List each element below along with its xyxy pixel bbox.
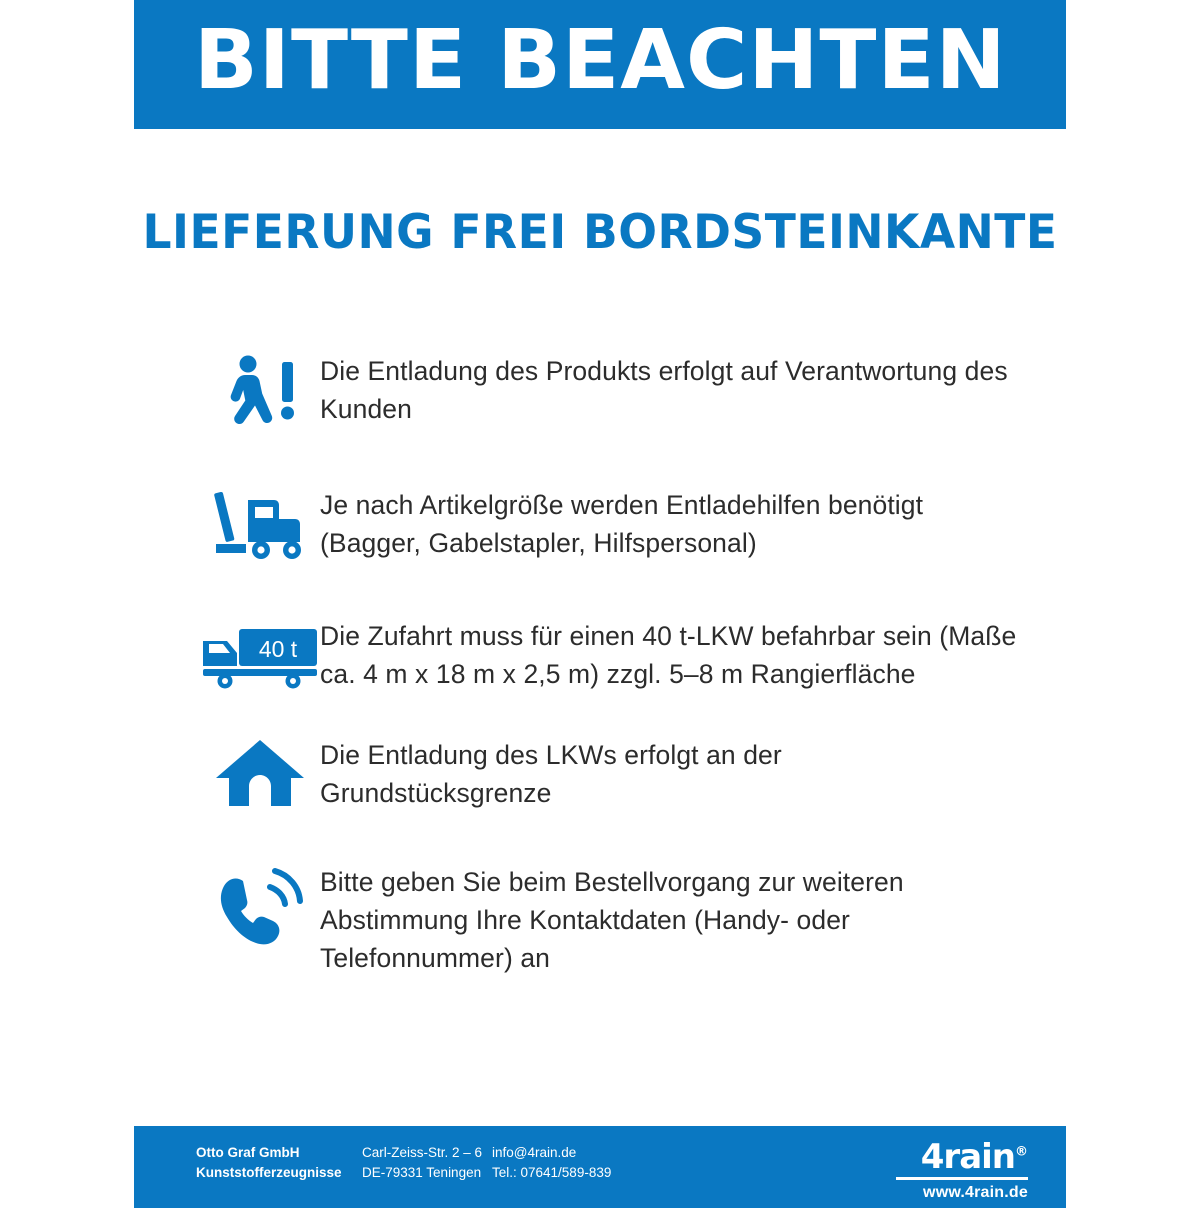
list-item-text: Die Zufahrt muss für einen 40 t-LKW befahrbar sein (Maße ca. 4 m x 18 m x 2,5 m) zzgl. 5–8 m Rangierfläche xyxy=(320,620,1017,690)
footer-company-line2: Kunststofferzeugnisse xyxy=(196,1164,342,1180)
list-item xyxy=(200,734,1020,813)
page-title: BITTE BEACHTEN xyxy=(193,12,1007,108)
house-icon xyxy=(200,734,320,808)
truck-40t-icon xyxy=(200,615,320,689)
footer-email[interactable]: info@4rain.de xyxy=(492,1145,577,1160)
list-item-text: Die Entladung des LKWs erfolgt an der Grundstücksgrenze xyxy=(320,739,782,809)
logo-number: 4 xyxy=(920,1137,944,1177)
footer-company-line1: Otto Graf GmbH xyxy=(196,1145,300,1160)
footer-company xyxy=(196,1143,342,1182)
list-item-text: Je nach Artikelgröße werden Entladehilfen benötigt (Bagger, Gabelstapler, Hilfspersonal) xyxy=(320,490,924,559)
list-item xyxy=(200,861,1020,978)
phone-call-icon xyxy=(200,861,320,947)
subtitle: LIEFERUNG FREI BORDSTEINKANTE xyxy=(142,205,1058,260)
footer-contact xyxy=(492,1143,611,1182)
list-item xyxy=(200,350,1020,432)
footer-bar xyxy=(134,1126,1066,1208)
list-item-text: Bitte geben Sie beim Bestellvorgang zur weiteren Abstimmung Ihre Kontaktdaten (Handy- oder Telefonnummer) an xyxy=(320,866,904,974)
footer-address-line1: Carl-Zeiss-Str. 2 – 6 xyxy=(362,1145,483,1160)
forklift-icon xyxy=(200,484,320,562)
footer-address-line2: DE-79331 Teningen xyxy=(362,1164,482,1180)
header-banner xyxy=(134,0,1066,129)
footer-phone: Tel.: 07641/589-839 xyxy=(492,1164,612,1180)
pedestrian-warning-icon xyxy=(200,350,320,432)
list-item xyxy=(200,484,1020,563)
bullet-list xyxy=(200,350,1020,1016)
logo-url[interactable]: www.4rain.de xyxy=(923,1184,1028,1201)
footer-address xyxy=(362,1143,482,1182)
truck-load-label: 40 t xyxy=(258,635,298,662)
list-item xyxy=(200,615,1020,694)
logo-registered-mark: ® xyxy=(1015,1144,1028,1160)
logo-divider xyxy=(896,1177,1028,1180)
brand-logo xyxy=(896,1137,1028,1202)
logo-mark xyxy=(896,1137,1028,1177)
logo-name: rain xyxy=(943,1137,1015,1177)
list-item-text: Die Entladung des Produkts erfolgt auf Verantwortung des Kunden xyxy=(320,356,1008,425)
